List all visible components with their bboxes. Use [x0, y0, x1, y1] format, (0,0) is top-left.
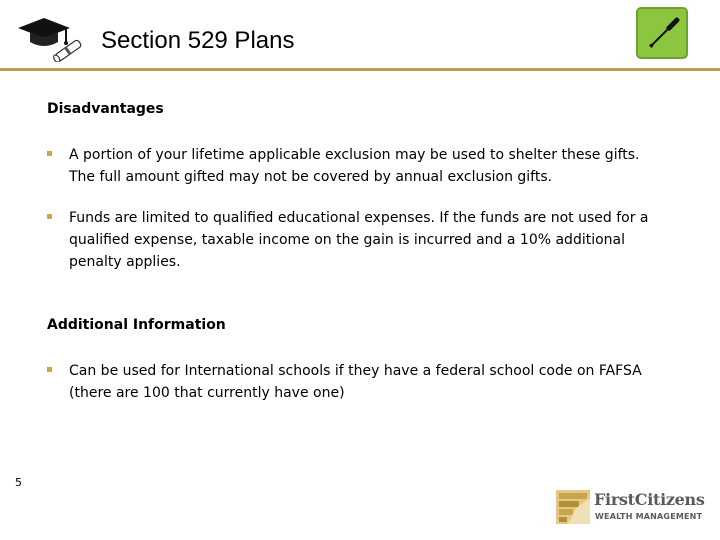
logo-subtitle: WEALTH MANAGEMENT [595, 512, 703, 521]
header-rule [0, 68, 720, 71]
bullet-marker [47, 214, 52, 219]
section-heading-disadvantages: Disadvantages [47, 101, 164, 117]
bullet-marker [47, 151, 52, 156]
first-citizens-logo [556, 488, 706, 528]
page-title: Section 529 Plans [101, 27, 295, 54]
list-item: Funds are limited to qualified educational expenses. If the funds are not used for a qualified expense, taxable income on the gain is incurred and a 10% additional penalty applies. [47, 207, 667, 273]
list-item: A portion of your lifetime applicable exclusion may be used to shelter these gifts. The full amount gifted may not be covered by annual exclusion gifts. [47, 144, 667, 188]
slide-header [0, 0, 720, 70]
screwdriver-icon [636, 7, 688, 59]
bullet-marker [47, 367, 52, 372]
graduation-cap-icon [14, 10, 84, 62]
logo-name: FirstCitizens [594, 490, 705, 509]
first-citizens-mark-icon [556, 488, 590, 526]
section-heading-additional-information: Additional Information [47, 317, 226, 333]
page-number: 5 [15, 476, 22, 489]
list-item: Can be used for International schools if they have a federal school code on FAFSA (there are 100 that currently have one) [47, 360, 667, 404]
